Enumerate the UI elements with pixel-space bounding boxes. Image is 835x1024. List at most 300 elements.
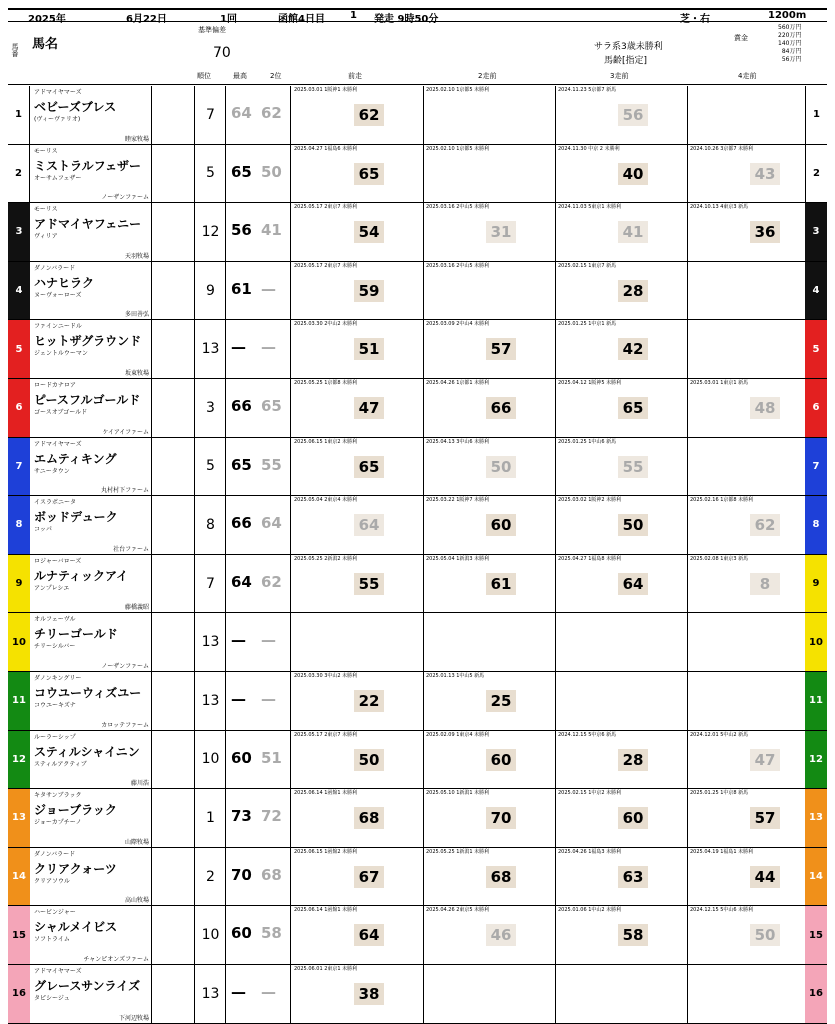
race-index: 38 [354,983,384,1005]
jockey-col [153,731,195,789]
race-cell [556,906,688,964]
race-head: 2025.01.13 1中山5 新馬 [426,673,485,679]
best-col [227,145,291,203]
race-head: 2025.01.25 1中京8 新馬 [690,790,749,797]
race-cell [424,320,556,378]
best-value: — [231,338,246,357]
umaban: 10 [809,636,823,648]
rank [196,789,226,847]
race-condition: 馬齢[指定] [604,56,648,66]
umaban: 13 [809,812,823,824]
race-head: 2025.06.14 1函館1 未勝利 [294,907,358,914]
rank-value: 5 [206,165,215,182]
race-cell [688,438,820,496]
race-head: 2025.06.14 1函館1 未勝利 [294,790,358,797]
race-head: 2025.02.10 1京都5 未勝利 [426,87,490,93]
race-index: 8 [750,573,780,595]
race-index: 47 [750,749,780,771]
race-cell [688,203,820,261]
umaban-left [8,438,30,496]
horse-row [8,789,827,848]
dam: ヌーヴォーローズ [34,291,82,299]
umaban-right [805,262,827,320]
horse-row [8,906,827,965]
race-head: 2025.03.02 1阪神2 未勝利 [558,497,622,504]
best-col [227,555,291,613]
race-index: 57 [486,338,516,360]
rank-label: 順位 [197,72,211,80]
sire: ロジャーバローズ [34,557,82,565]
race-head: 2024.12.01 5中山2 新馬 [690,731,749,738]
umaban: 8 [15,519,23,531]
best-value: 65 [231,162,252,181]
jockey-col [153,262,195,320]
rank-value: 7 [206,106,215,123]
jockey-col [153,203,195,261]
breeder: 坂東牧場 [124,369,149,377]
race-cell [688,320,820,378]
race-index: 55 [618,456,648,478]
distance: 1200m [768,10,807,21]
horse-name: グレースサンライズ [34,979,141,993]
umaban-left [8,203,30,261]
race-cell [424,672,556,730]
race-cell [292,613,424,671]
race-index: 47 [354,397,384,419]
horse-row [8,86,827,145]
race-index: 61 [486,573,516,595]
race-head: 2025.06.01 2東京1 未勝利 [294,966,358,972]
race-index: 28 [618,280,648,302]
race-index: 55 [354,573,384,595]
second-value: 62 [261,572,282,591]
race-head: 2025.02.09 1東京4 未勝利 [426,731,490,738]
race-index: 62 [750,514,780,536]
umaban: 9 [15,578,23,590]
prize-2: 220万円 [778,32,802,39]
umaban: 5 [15,343,23,355]
race-head: 2024.11.03 5東京1 未勝利 [558,204,622,211]
dam: ヴィリア [34,233,58,241]
race-cell [292,320,424,378]
race-index: 60 [618,807,648,829]
umaban: 1 [813,109,820,121]
best-col [227,848,291,906]
best-label: 最高 [233,72,247,80]
race-cell [424,496,556,554]
race-head: 2025.04.19 1福島1 未勝利 [690,848,754,855]
umaban-label: 馬番 [11,43,19,57]
race-cell [556,379,688,437]
race-cell [556,731,688,789]
race-head: 2025.02.15 1中京2 未勝利 [558,790,622,797]
race-cell [556,848,688,906]
race-index: 60 [486,749,516,771]
race-index: 60 [486,514,516,536]
prev-label: 前走 [348,72,362,80]
race-head: 2025.06.15 1東京2 未勝利 [294,438,358,445]
race-cell [424,789,556,847]
prize-1: 560万円 [778,24,802,31]
race-cell [292,262,424,320]
race-cell [556,555,688,613]
breeder: ケイアイファーム [102,428,149,436]
umaban-right [805,555,827,613]
race-head: 2025.01.25 1中山6 新馬 [558,438,617,445]
race-head: 2024.10.13 4東京3 新馬 [690,204,749,211]
race-head: 2025.05.25 2新潟2 未勝利 [294,555,358,562]
horse-row [8,613,827,672]
jockey-col [153,320,195,378]
rank-value: 3 [206,399,215,416]
rank [196,906,226,964]
umaban-left [8,496,30,554]
best-col [227,379,291,437]
horse-row [8,496,827,555]
horse-name: ジョーブラック [34,803,117,818]
race-index: 59 [354,280,384,302]
race-head: 2025.04.26 1京都1 未勝利 [426,380,490,386]
rank [196,145,226,203]
race-cell [556,672,688,730]
dam: チリーシルバー [34,643,76,651]
second-label: 2位 [270,72,282,80]
umaban: 8 [812,519,820,531]
race-index: 41 [618,221,648,243]
jockey-col [153,555,195,613]
jockey-col [153,379,195,437]
prize-5: 56万円 [781,56,802,63]
umaban: 6 [812,402,820,414]
race-cell [556,86,688,144]
race-index: 25 [486,690,516,712]
race-cell [556,965,688,1023]
race-index: 44 [750,866,780,888]
best-value: 66 [231,397,252,415]
umaban: 12 [809,753,823,765]
race-head: 2025.03.01 1阪神1 未勝利 [294,87,358,93]
rank [196,731,226,789]
umaban: 16 [12,988,26,1000]
umaban: 10 [12,636,26,648]
race-head: 2025.05.25 1京都8 未勝利 [294,380,358,386]
race-head: 2025.04.13 3中山6 未勝利 [426,438,490,445]
horse-name: ベビーズブレス [34,100,117,114]
race-head: 2025.03.30 3中山2 未勝利 [294,673,358,679]
second-value: 64 [261,514,282,533]
horse-info [32,555,152,613]
race-index: 57 [750,807,780,829]
race-cell [292,965,424,1023]
horse-row [8,379,827,438]
second-value: — [261,279,276,298]
breeder: チャンピオンズファーム [83,955,149,963]
race-index: 48 [750,397,780,419]
jockey-col [153,613,195,671]
horse-name: ルナティックアイ [34,568,128,583]
best-value: 56 [231,221,252,240]
umaban-left [8,145,30,203]
second-value: 50 [261,162,282,181]
race-cell [292,789,424,847]
race-head: 2025.02.16 1京都8 未勝利 [690,497,754,504]
best-value: 60 [231,748,252,767]
umaban-right [805,731,827,789]
umaban-right [805,906,827,964]
race-cell [424,438,556,496]
horse-info [32,320,152,378]
breeder: 山際牧場 [124,838,149,846]
dam: ジェントルウーマン [34,350,88,358]
breeder: 多田善弘 [124,311,149,319]
umaban: 5 [812,343,820,355]
race-cell [688,86,820,144]
race-index: 64 [618,573,648,595]
horse-name: ハナヒラク [34,275,95,290]
horse-info [32,906,152,964]
race-cell [688,906,820,964]
umaban-right [805,379,827,437]
umaban-left [8,86,30,144]
sire: イスラボニータ [34,499,76,507]
race-cell [424,731,556,789]
venue: 函館4日目 [278,14,325,25]
horse-row [8,672,827,731]
race-cell [292,555,424,613]
race-index: 65 [618,397,648,419]
date: 6月22日 [126,14,167,25]
umaban: 3 [15,226,23,238]
race-head: 2025.05.10 1新潟1 未勝利 [426,790,490,797]
race-cell [556,320,688,378]
umaban-left [8,262,30,320]
race-index: 68 [486,866,516,888]
race-head: 2025.03.09 2中山4 未勝利 [426,321,490,328]
second-value: 62 [261,104,282,122]
prize-label: 賞金 [734,34,748,42]
umaban: 1 [15,109,22,121]
best-value: 66 [231,514,252,533]
breeder: 藤橋義昭 [124,604,149,612]
rank [196,86,226,144]
umaban: 7 [812,460,820,472]
race-index: 66 [486,397,516,419]
best-col [227,203,291,261]
umaban-left [8,731,30,789]
horse-row [8,555,827,614]
race-cell [424,613,556,671]
umaban: 2 [813,167,820,179]
dam: ゴースオブゴールド [34,409,88,416]
dam: アンプレシエ [34,584,70,592]
rank [196,262,226,320]
prize-4: 84万円 [781,48,802,55]
rank [196,379,226,437]
race-index: 64 [354,924,384,946]
second-value: 58 [261,924,282,943]
race-cell [688,262,820,320]
race-index: 50 [354,749,384,771]
horse-name: エムティキング [34,451,117,466]
horse-name: スティルシャイニン [34,744,140,759]
umaban-left [8,672,30,730]
race-head: 2025.04.26 2東京5 未勝利 [426,907,490,914]
umaban: 2 [15,167,22,179]
race-head: 2025.05.04 2東京4 未勝利 [294,497,358,504]
prev4-label: 4走前 [738,72,757,80]
jockey-col [153,496,195,554]
race-cell [292,438,424,496]
horse-info [32,86,152,144]
race-head: 2025.03.01 1東京1 新馬 [690,380,749,386]
sire: キタサンブラック [34,792,82,800]
base-value: 70 [213,45,231,61]
race-index: 64 [354,514,384,536]
horse-row [8,145,827,204]
dam: スティルアクティブ [34,760,87,768]
horse-info [32,965,152,1023]
umaban: 4 [15,285,23,297]
jockey-col [153,906,195,964]
umaban: 15 [12,929,26,941]
race-cell [424,965,556,1023]
rank-value: 10 [201,751,220,768]
race-index: 68 [354,807,384,829]
race-head: 2024.12.15 5中山6 未勝利 [690,907,754,914]
bamei-label: 馬名 [32,37,59,52]
sire: アドマイヤマーズ [34,89,82,96]
jockey-col [153,145,195,203]
surface: 芝・右 [680,14,710,25]
race-cell [556,145,688,203]
race-cell [688,731,820,789]
umaban: 13 [12,812,26,824]
second-value: — [261,983,276,1001]
race-cell [688,145,820,203]
jockey-col [153,789,195,847]
umaban: 14 [809,871,823,883]
best-col [227,789,291,847]
prev2-label: 2走前 [478,72,497,80]
race-head: 2025.01.25 1中京1 新馬 [558,321,617,328]
prize-list [778,24,801,64]
rank [196,555,226,613]
race-index: 50 [486,456,516,478]
best-value: 64 [231,104,252,122]
race-head: 2025.04.12 1阪神5 未勝利 [558,380,622,386]
best-value: 61 [231,279,252,298]
horse-row [8,203,827,262]
race-head: 2024.11.23 5京都7 新馬 [558,87,617,93]
umaban-right [805,496,827,554]
horse-info [32,848,152,906]
race-head: 2025.04.26 1福島3 未勝利 [558,848,622,855]
race-index: 46 [486,924,516,946]
race-head: 2025.05.17 2東京7 未勝利 [294,262,358,269]
sire: オルフェーヴル [34,616,76,624]
dam: コッパ [34,526,52,534]
best-col [227,262,291,320]
second-value: 41 [261,221,282,240]
rank-value: 2 [206,868,215,885]
jockey-col [153,438,195,496]
jockey-col [153,848,195,906]
horse-info [32,203,152,261]
race-head: 2025.03.16 2中山5 未勝利 [426,262,490,269]
dam: ソフトライム [34,936,70,944]
horse-name: コウユーウィズユー [34,686,142,700]
horse-info [32,731,152,789]
race-head: 2024.12.15 5中京6 新馬 [558,731,617,738]
race-cell [688,672,820,730]
rank [196,320,226,378]
race-head: 2025.03.22 1阪神7 未勝利 [426,497,490,504]
best-col [227,613,291,671]
rank-value: 8 [206,516,215,533]
umaban: 3 [812,226,820,238]
best-col [227,320,291,378]
rank [196,965,226,1023]
race-head: 2025.02.15 1東京7 新馬 [558,262,617,269]
rank [196,848,226,906]
breeder: ノーザンファーム [101,194,149,202]
best-col [227,86,291,144]
race-cell [424,262,556,320]
rank [196,672,226,730]
dam: コウユーキズナ [34,702,76,709]
race-head: 2025.04.27 1福島6 未勝利 [294,145,358,152]
sire: アドマイヤマーズ [34,968,82,975]
race-head: 2025.06.15 1函館2 未勝利 [294,848,358,855]
second-value: 65 [261,397,282,415]
umaban-right [805,848,827,906]
sire: アドマイヤマーズ [34,440,82,448]
start-time: 発走 9時50分 [374,14,439,25]
best-value: 64 [231,572,252,591]
horse-info [32,672,152,730]
breeder: 睦家牧場 [124,135,149,143]
umaban-left [8,789,30,847]
race-cell [424,86,556,144]
breeder: 藤川浩 [130,780,149,788]
race-cell [556,203,688,261]
umaban: 6 [15,402,23,414]
race-cell [688,555,820,613]
second-value: 68 [261,865,282,884]
horse-name: チリーゴールド [34,627,118,642]
best-value: 73 [231,807,252,826]
race-head: 2025.01.06 1中山2 未勝利 [558,907,622,914]
race-head: 2025.03.16 2中山5 未勝利 [426,204,490,211]
umaban-right [805,672,827,730]
umaban-left [8,906,30,964]
race-cell [292,496,424,554]
umaban: 11 [809,695,823,707]
sire: ファインニードル [34,323,82,331]
race-cell [688,379,820,437]
race-cell [292,379,424,437]
race-cell [556,438,688,496]
sire: ダノンバラード [34,850,76,858]
race-index: 28 [618,749,648,771]
dam: (ヴィーヴァリオ) [34,116,81,123]
race-cell [556,262,688,320]
best-col [227,731,291,789]
umaban-right [805,438,827,496]
race-cell [688,613,820,671]
race-cell [292,848,424,906]
race-cell [688,496,820,554]
